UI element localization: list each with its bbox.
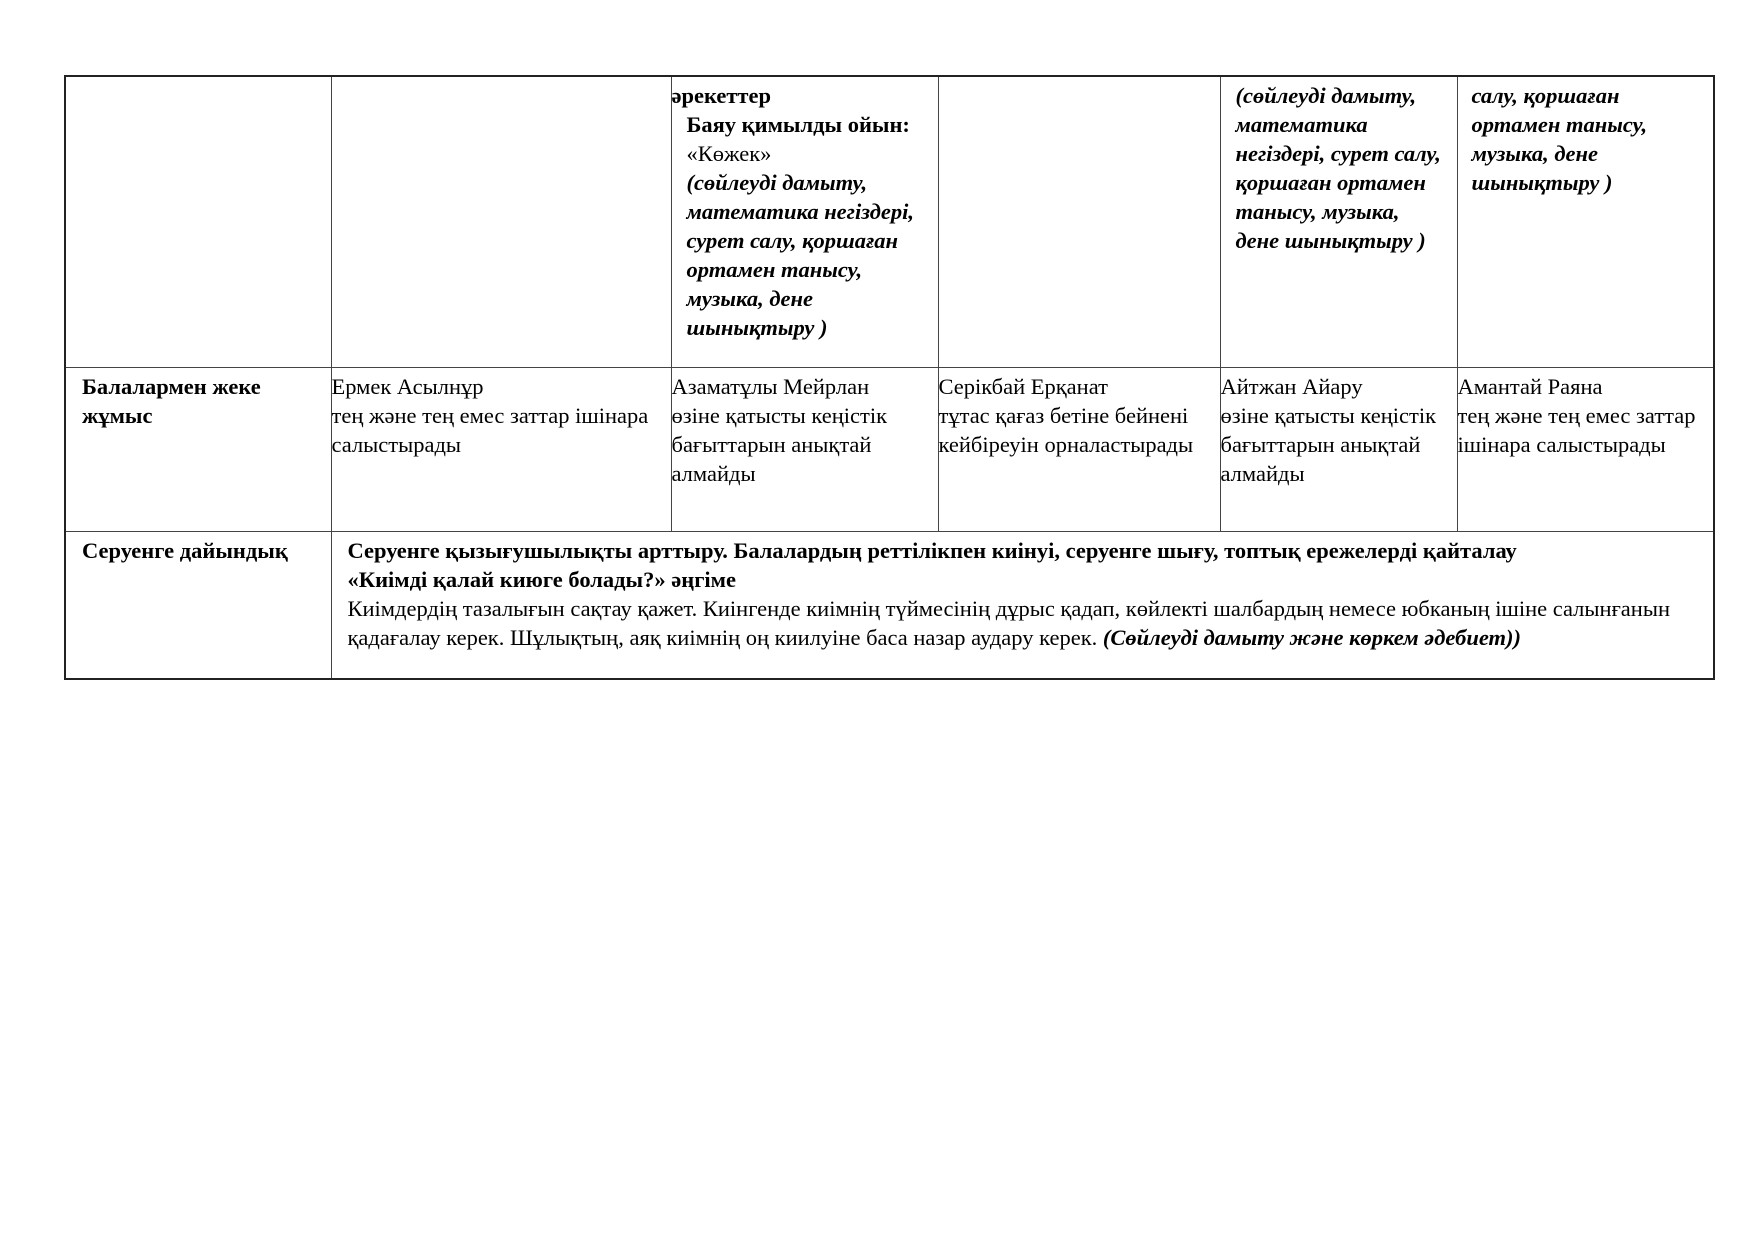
child-note: тең және тең емес заттар ішінара xyxy=(331,403,649,428)
child-note: тұтас қағаз бетіне бейнені xyxy=(938,403,1189,428)
child-name: Серікбай Ерқанат xyxy=(938,374,1108,399)
walk-body xyxy=(348,594,1702,652)
child-note: өзіне қатысты кеңістік xyxy=(671,403,888,428)
plan-table xyxy=(64,75,1715,680)
row-label-empty xyxy=(65,76,331,368)
activity-areas: (сөйлеуді дамыту, математика негіздері, сурет салу, қоршаған ортамен танысу, музыка, дене шынықтыру ) xyxy=(686,170,914,340)
row-label-individual-work xyxy=(65,368,331,532)
child-note: бағыттарын анықтай xyxy=(1220,432,1421,457)
cell-activity-areas xyxy=(1220,76,1457,368)
cell-empty xyxy=(331,76,671,368)
activity-areas: (сөйлеуді дамыту, математика негіздері, сурет салу, қоршаған ортамен танысу, музыка, дене шынықтыру ) xyxy=(1235,83,1441,253)
child-note: ішінара салыстырады xyxy=(1457,432,1666,457)
game-name: «Көжек» xyxy=(686,141,772,166)
table-row-walk-prep xyxy=(65,532,1714,680)
table-row-individual xyxy=(65,368,1714,532)
child-note: кейбіреуін орналастырады xyxy=(938,432,1194,457)
child-name: Азаматұлы Мейрлан xyxy=(671,374,870,399)
child-note: алмайды xyxy=(671,461,756,486)
talk-title: «Киімді қалай киюге болады?» әңгіме xyxy=(347,567,736,592)
child-name: Амантай Раяна xyxy=(1457,374,1603,399)
cell-walk-prep xyxy=(331,532,1714,680)
child-note: өзіне қатысты кеңістік xyxy=(1220,403,1437,428)
child-note: салыстырады xyxy=(331,432,462,457)
child-note: алмайды xyxy=(1220,461,1305,486)
walk-heading: Серуенге қызығушылықты арттыру. Балалардың реттілікпен киінуі, серуенге шығу, топтық ережелерді қайталау xyxy=(347,538,1517,563)
game-label: Баяу қимылды ойын: xyxy=(686,112,910,137)
activity-areas: салу, қоршаған ортамен танысу, музыка, дене шынықтыру ) xyxy=(1471,83,1648,195)
walk-body-text: Киімдердің тазалығын сақтау қажет. Киінгенде киімнің түймесінің дұрыс қадап, көйлекті шалбардың немесе юбканың ішіне салынғанын қадағалау керек. Шұлықтың, аяқ киімнің оң киилуіне баса назар аудару керек. xyxy=(347,596,1670,650)
cell-child-4 xyxy=(1220,368,1457,532)
cell-empty xyxy=(938,76,1220,368)
walk-areas: (Сөйлеуді дамыту және көркем әдебиет)) xyxy=(1102,625,1522,650)
row-label-walk-prep xyxy=(65,532,331,680)
cell-child-5 xyxy=(1457,368,1714,532)
child-name: Айтжан Айару xyxy=(1220,374,1363,399)
cell-child-1 xyxy=(331,368,671,532)
child-note: бағыттарын анықтай xyxy=(671,432,872,457)
cell-child-3 xyxy=(938,368,1220,532)
row-label: Балалармен жеке жұмыс xyxy=(82,374,261,428)
activity-heading: әрекеттер xyxy=(671,83,771,108)
child-note: тең және тең емес заттар xyxy=(1457,403,1696,428)
cell-activity-game xyxy=(671,76,938,368)
table-row-activities xyxy=(65,76,1714,368)
row-label: Серуенге дайындық xyxy=(82,538,288,563)
cell-child-2 xyxy=(671,368,938,532)
cell-activity-areas-continued xyxy=(1457,76,1714,368)
child-name: Ермек Асылнұр xyxy=(331,374,484,399)
